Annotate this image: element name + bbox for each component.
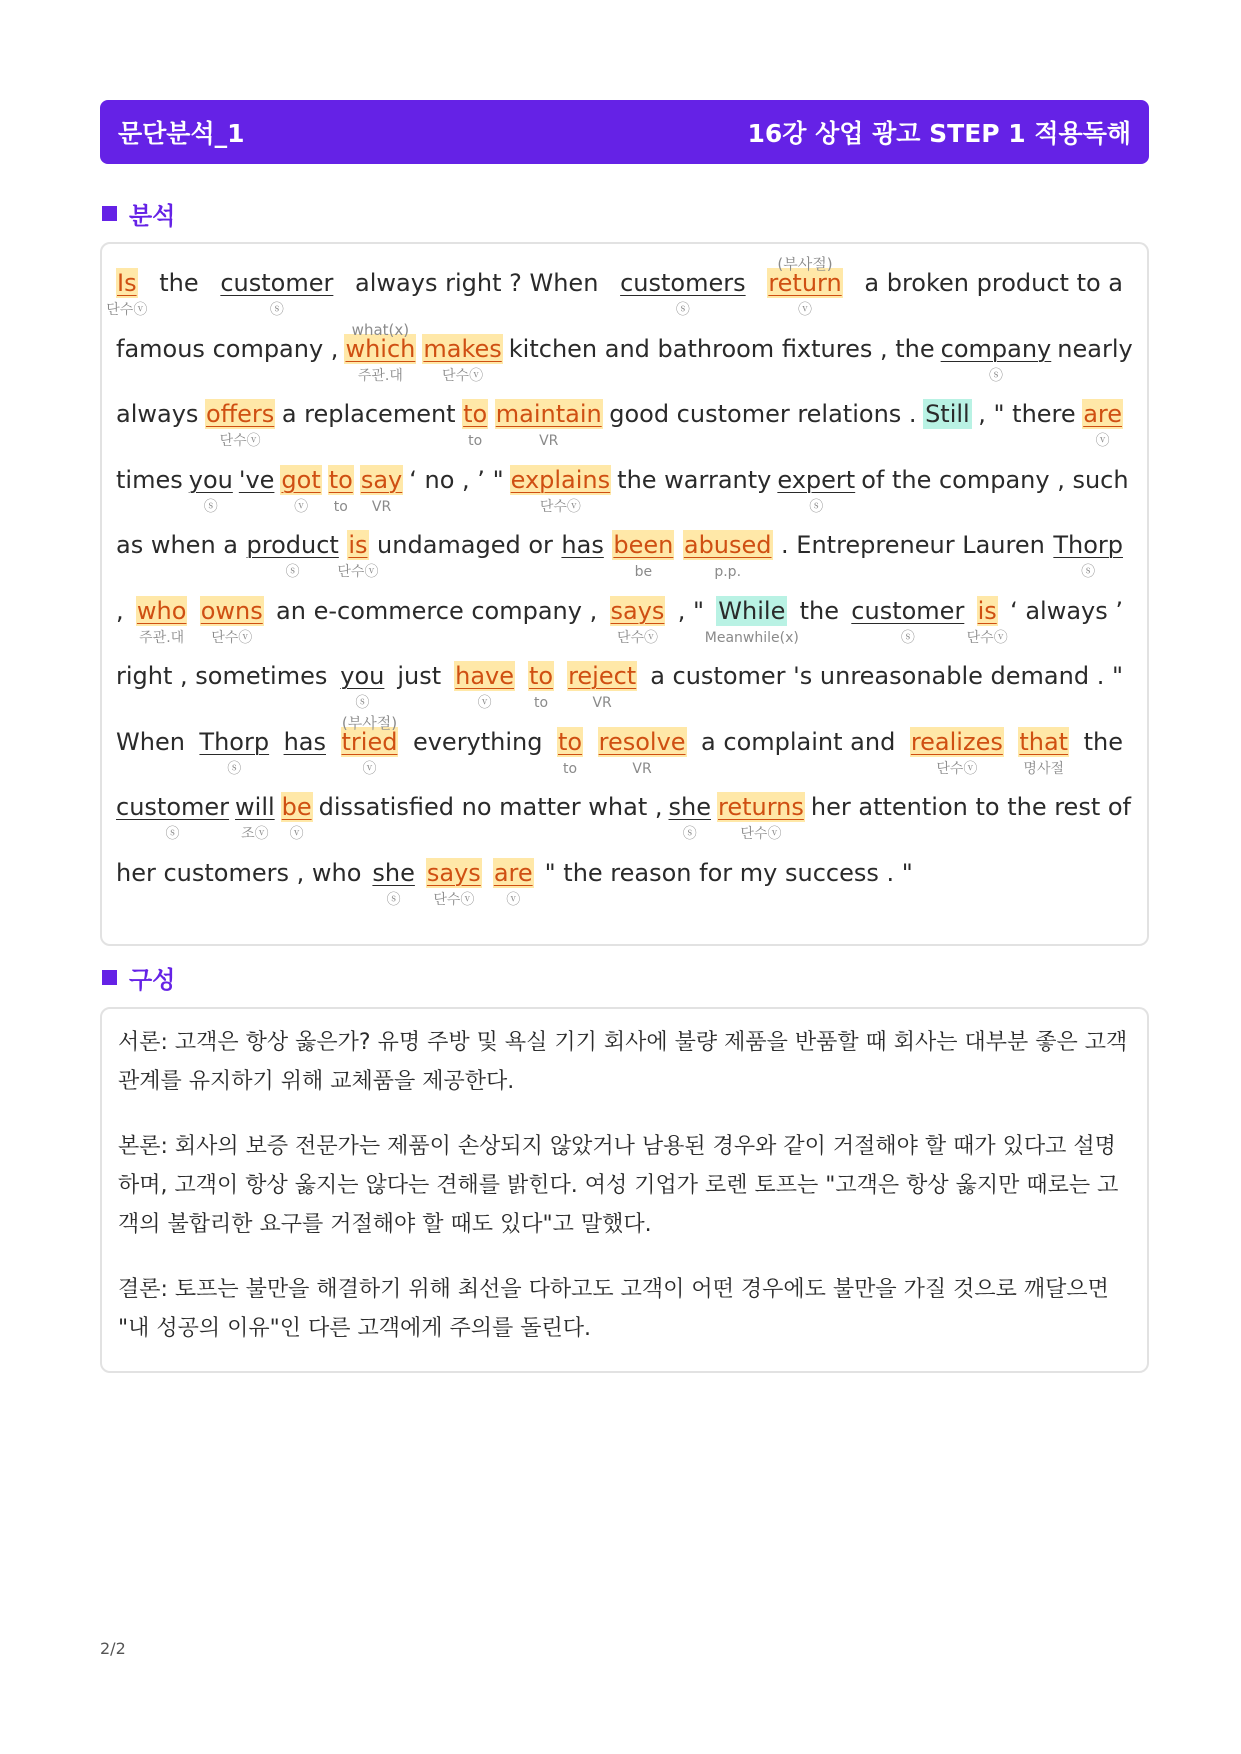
text-token: a customer 's unreasonable demand . "	[650, 662, 1123, 690]
text-token: a complaint and	[701, 727, 896, 756]
grammar-label: VR	[539, 433, 559, 449]
subject-token: company	[940, 334, 1052, 363]
grammar-label: 단수ⓥ	[106, 302, 148, 318]
subject-token: Thorp	[1053, 531, 1123, 559]
grammar-label: ⓥ	[506, 891, 521, 908]
analysis-section-title	[102, 196, 175, 231]
verb-token: makes	[423, 334, 502, 363]
subject-token: Thorp	[199, 727, 270, 756]
text-token: ,	[116, 596, 124, 625]
text-token: her customers , who	[116, 858, 362, 887]
grammar-note: (부사절)	[341, 713, 398, 732]
grammar-label: ⓥ	[1095, 433, 1110, 449]
text-token: , "	[677, 596, 705, 625]
grammar-label: 단수ⓥ	[219, 433, 261, 449]
verb-token: been	[613, 531, 674, 559]
grammar-label: 단수ⓥ	[337, 564, 379, 580]
text-token: everything	[412, 727, 543, 756]
grammar-label: ⓢ	[355, 695, 370, 711]
verb-token: abused	[683, 531, 772, 559]
analysis-line	[116, 399, 1123, 465]
verb-token: maintain	[495, 400, 602, 428]
analysis-line	[116, 713, 1123, 793]
text-token: undamaged or	[377, 531, 553, 559]
grammar-label: ⓢ	[988, 367, 1003, 384]
structure-conclusion: 결론: 토프는 불만을 해결하기 위해 최선을 다하고도 고객이 어떤 경우에도 불만을 가질 것으로 깨달으면 "내 성공의 이유"인 다른 고객에게 주의를 돌린다.	[118, 1277, 1109, 1341]
grammar-label: ⓢ	[165, 826, 180, 842]
text-token: a broken product to a	[864, 269, 1123, 297]
grammar-label: ⓢ	[1081, 564, 1096, 580]
verb-token: have	[455, 662, 515, 690]
subject-token: will	[235, 793, 275, 821]
structure-body: 본론: 회사의 보증 전문가는 제품이 손상되지 않았거나 남용된 경우와 같이 거절해야 할 때가 있다고 설명하며, 고객이 항상 옳지는 않다는 견해를 밝힌다. 여성 기업가 로렌 토프는 "고객은 항상 옳지만 때로는 고객의 불합리한 요구를 거절해야 할 때도 있다"고 말했다.	[118, 1134, 1119, 1237]
subject-token: customer	[851, 596, 965, 625]
grammar-label: 명사절	[1023, 760, 1065, 777]
verb-token: is	[348, 531, 368, 559]
grammar-label: ⓢ	[386, 891, 401, 908]
page-header	[100, 100, 1149, 164]
grammar-label: ⓢ	[809, 498, 824, 515]
structure-title-label: 구성	[129, 966, 176, 994]
analysis-line	[116, 596, 1123, 662]
verb-token: who	[136, 596, 187, 625]
verb-token: that	[1019, 727, 1069, 756]
header-left-title: 문단분석_1	[118, 119, 245, 148]
verb-token: are	[493, 858, 533, 887]
grammar-label: 단수ⓥ	[211, 629, 253, 646]
grammar-label: ⓥ	[362, 760, 377, 777]
text-token: just	[397, 662, 442, 690]
verb-token: tried	[341, 727, 398, 756]
verb-token: Is	[117, 269, 137, 297]
verb-token: is	[977, 596, 997, 625]
verb-token: says	[610, 596, 665, 625]
text-token: an e-commerce company ,	[276, 596, 598, 625]
square-bullet-icon	[102, 206, 117, 221]
grammar-label: ⓥ	[289, 826, 304, 842]
grammar-label: ⓢ	[675, 302, 690, 318]
grammar-label: 주관.대	[139, 629, 185, 646]
text-token: times	[116, 465, 183, 494]
grammar-label: Meanwhile(x)	[704, 629, 799, 646]
subject-token: she	[668, 793, 711, 821]
analysis-line	[106, 255, 1123, 334]
text-token: nearly	[1057, 334, 1133, 363]
text-token: kitchen and bathroom fixtures , the	[508, 334, 935, 363]
text-token: a replacement	[281, 400, 456, 428]
grammar-label: 단수ⓥ	[442, 367, 484, 384]
grammar-label: ⓢ	[682, 826, 697, 842]
structure-box	[100, 1007, 1149, 1373]
verb-token: be	[281, 793, 312, 821]
subject-token: customer	[220, 269, 334, 297]
text-token: always right ? When	[355, 269, 599, 297]
grammar-label: to	[333, 498, 348, 515]
verb-token: reject	[568, 662, 637, 690]
analysis-line	[116, 530, 1123, 596]
text-token: dissatisfied no matter what ,	[318, 793, 663, 821]
text-token: " the reason for my success . "	[544, 858, 913, 887]
text-token: famous company ,	[116, 334, 339, 363]
grammar-label: 주관.대	[357, 367, 403, 384]
grammar-label: ⓢ	[269, 302, 284, 318]
subject-token: she	[372, 858, 415, 887]
grammar-label: be	[634, 564, 653, 580]
text-token: the	[159, 269, 199, 297]
text-token: When	[116, 727, 185, 756]
grammar-label: VR	[371, 498, 392, 515]
grammar-label: ⓥ	[477, 695, 492, 711]
verb-token: owns	[200, 596, 263, 625]
grammar-note: (부사절)	[777, 255, 833, 273]
grammar-label: 단수ⓥ	[539, 498, 581, 515]
grammar-label: 조ⓥ	[241, 826, 269, 842]
analysis-line	[116, 465, 1129, 531]
analysis-line	[116, 320, 1133, 400]
grammar-label: to	[534, 695, 549, 711]
text-token: always	[116, 400, 199, 428]
verb-token: which	[345, 334, 416, 363]
analysis-line	[116, 858, 1123, 924]
grammar-label: to	[563, 760, 578, 777]
text-token: right , sometimes	[116, 662, 328, 690]
text-token: the warranty	[617, 465, 772, 494]
subject-token: customer	[116, 793, 230, 821]
verb-token: to	[558, 727, 583, 756]
text-token: good customer relations .	[609, 400, 917, 428]
grammar-label: 단수ⓥ	[740, 826, 782, 842]
conjunction-token: While	[718, 596, 786, 625]
verb-token: says	[426, 858, 481, 887]
verb-token: explains	[510, 465, 611, 494]
grammar-label: ⓢ	[203, 498, 218, 515]
verb-token: offers	[205, 400, 275, 428]
structure-section-title	[102, 960, 175, 995]
text-token: ‘ no , ’ "	[409, 465, 504, 494]
subject-token: expert	[777, 465, 856, 494]
subject-token: you	[188, 465, 233, 494]
grammar-label: ⓢ	[285, 564, 300, 580]
grammar-label: 단수ⓥ	[966, 629, 1008, 646]
text-token: , " there	[978, 400, 1076, 428]
grammar-label: VR	[632, 760, 652, 777]
header-right-title: 16강 상업 광고 STEP 1 적용독해	[747, 119, 1131, 148]
analysis-title-label: 분석	[129, 202, 176, 230]
grammar-label: ⓢ	[900, 629, 915, 646]
verb-token: got	[281, 465, 321, 494]
grammar-label: p.p.	[714, 564, 742, 580]
verb-token: realizes	[910, 727, 1003, 756]
grammar-label: VR	[592, 695, 612, 711]
subject-token: has	[283, 727, 326, 756]
structure-intro: 서론: 고객은 항상 옳은가? 유명 주방 및 욕실 기기 회사에 불량 제품을 반품할 때 회사는 대부분 좋은 고객 관계를 유지하기 위해 교체품을 제공한다.	[118, 1030, 1128, 1094]
verb-token: to	[529, 662, 554, 690]
verb-token: are	[1083, 400, 1122, 428]
text-token: the	[799, 596, 840, 625]
subject-token: 've	[238, 465, 275, 494]
verb-token: returns	[718, 793, 804, 821]
grammar-label: to	[468, 433, 483, 449]
verb-token: resolve	[598, 727, 686, 756]
text-token: . Entrepreneur Lauren	[781, 531, 1045, 559]
text-token: her attention to the rest of	[810, 793, 1131, 821]
square-bullet-icon	[102, 970, 117, 985]
conjunction-token: Still	[925, 400, 970, 428]
verb-token: return	[768, 269, 842, 297]
text-token: ‘ always ’	[1010, 596, 1123, 625]
grammar-note: what(x)	[351, 320, 410, 339]
verb-token: to	[328, 465, 353, 494]
grammar-label: ⓥ	[294, 498, 309, 515]
subject-token: you	[340, 662, 385, 690]
subject-token: has	[561, 531, 604, 559]
analysis-line	[116, 661, 1123, 727]
grammar-label: 단수ⓥ	[936, 760, 978, 777]
grammar-label: ⓢ	[227, 760, 242, 777]
grammar-label: 단수ⓥ	[433, 891, 475, 908]
subject-token: customers	[620, 269, 746, 297]
subject-token: product	[246, 531, 339, 559]
grammar-label: ⓥ	[798, 302, 812, 318]
verb-token: say	[360, 465, 403, 494]
analysis-line	[116, 792, 1131, 858]
text-token: as when a	[116, 531, 238, 559]
grammar-label: 단수ⓥ	[616, 629, 658, 646]
text-token: the	[1083, 727, 1123, 756]
text-token: of the company , such	[861, 465, 1129, 494]
page-number: 2/2	[100, 1639, 126, 1658]
verb-token: to	[463, 400, 488, 428]
